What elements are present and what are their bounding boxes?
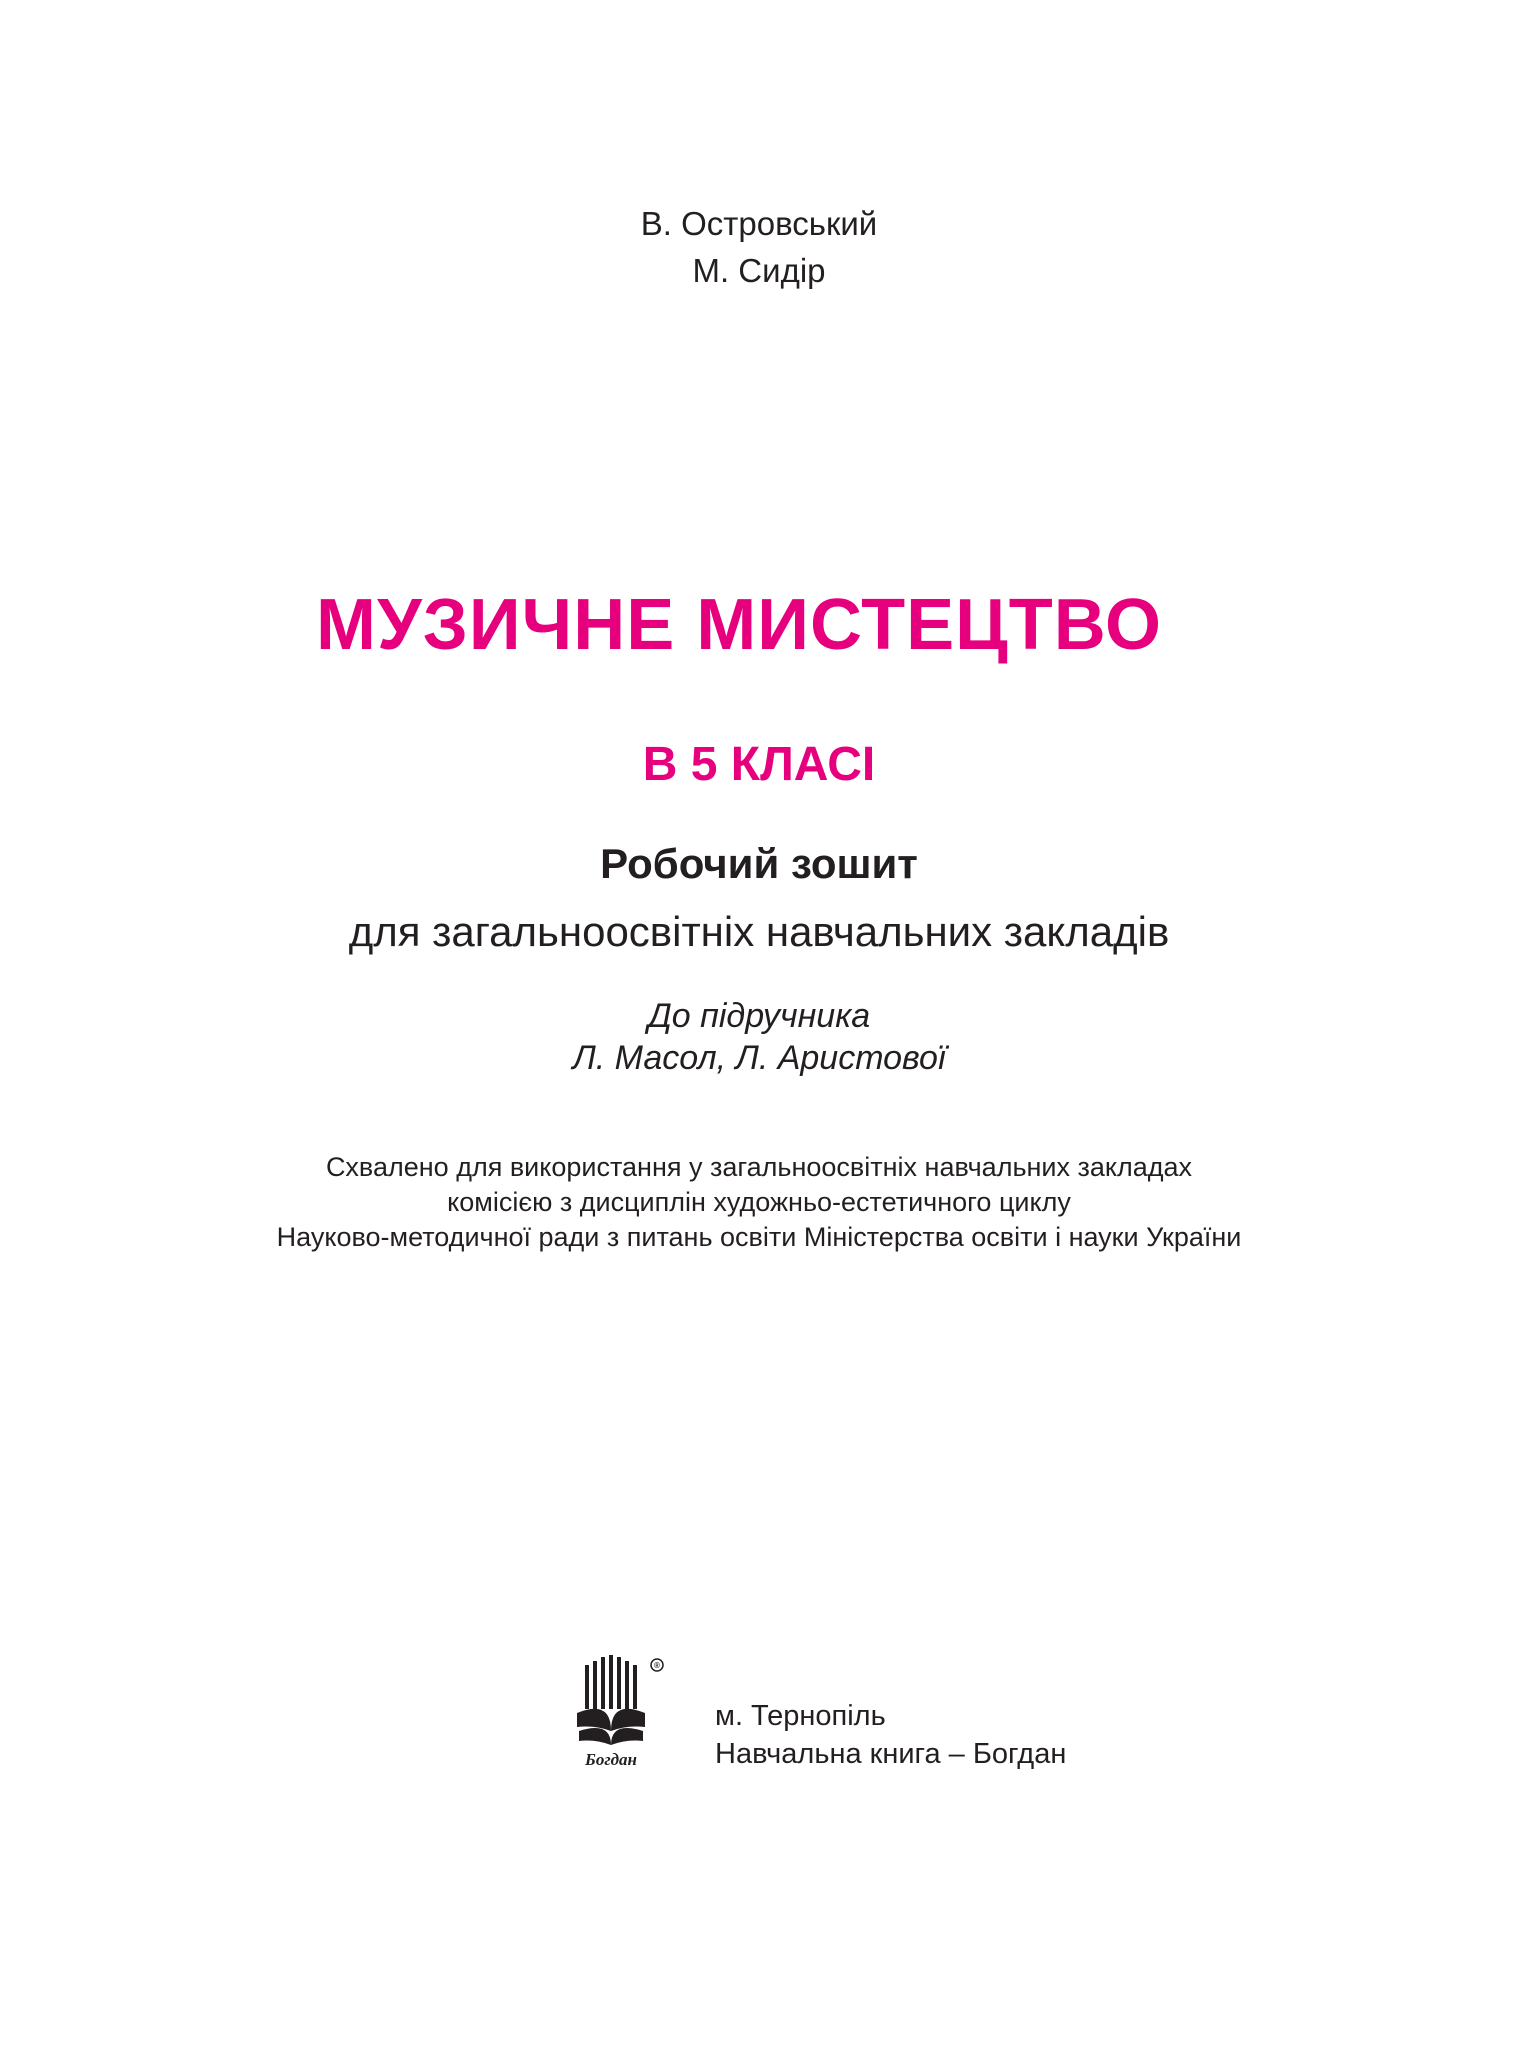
publisher-name: Навчальна книга – Богдан (715, 1738, 1067, 1770)
book-title: МУЗИЧНЕ МИСТЕЦТВО (316, 585, 1162, 665)
approval-line-1: Схвалено для використання у загальноосвітніх навчальних закладах (325, 1152, 1193, 1182)
publisher-city: м. Тернопіль (715, 1700, 886, 1732)
logo-wordmark: Богдан (585, 1750, 637, 1769)
book-purpose: для загальноосвітніх навчальних закладів (348, 908, 1170, 955)
publisher-info (715, 1697, 1066, 1773)
publisher-logo-icon (555, 1655, 675, 1770)
textbook-line-2: Л. Масол, Л. Аристової (572, 1039, 946, 1077)
registered-mark: ® (654, 1661, 660, 1670)
approval-line-3: Науково-методичної ради з питань освіти Міністерства освіти і науки України (276, 1222, 1242, 1252)
textbook-reference (0, 995, 1518, 1079)
author-1: В. Островський (640, 205, 878, 242)
book-subtitle: Робочий зошит (600, 840, 918, 887)
approval-line-2: комісією з дисциплін художньо-естетичного циклу (447, 1187, 1071, 1217)
authors (0, 200, 1518, 294)
grade-title: В 5 КЛАСІ (642, 738, 876, 791)
textbook-line-1: До підручника (647, 997, 871, 1035)
author-2: М. Сидір (692, 252, 826, 289)
approval-notice (0, 1150, 1518, 1255)
publisher-block (555, 1655, 1175, 1785)
